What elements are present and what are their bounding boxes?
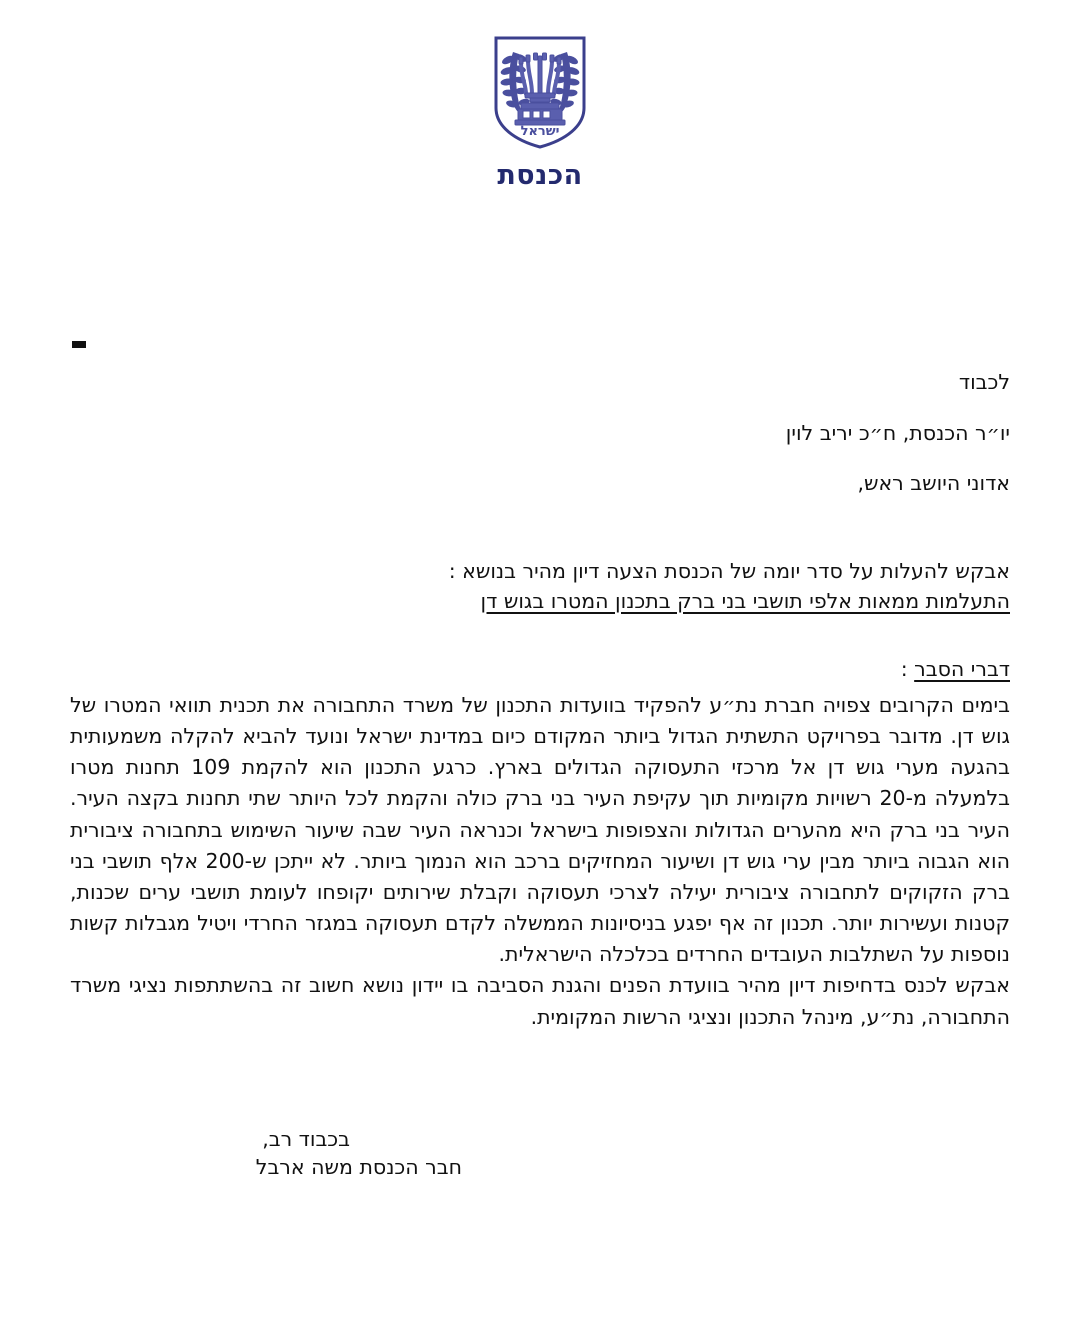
- explanation-heading: [70, 657, 1010, 681]
- letterhead: [0, 34, 1080, 191]
- letter-body: [70, 690, 1010, 1033]
- greeting-line: אדוני היושב ראש,: [857, 471, 1010, 495]
- subject-topic: התעלמות ממאות אלפי תושבי בני ברק בתכנון המטרו בגוש דן: [480, 588, 1010, 613]
- explanation-heading-label: דברי הסבר: [914, 657, 1010, 681]
- subject-block: [70, 557, 1010, 616]
- body-paragraph-closing-request: אבקש לכנס בדחיפות דיון מהיר בוועדת הפנים והגנת הסביבה בו יידון נושא חשוב זה בהשתתפות נציגי משרד התחבורה, נת״ע, מינהל התכנון ונציגי הרשות המקומית.: [70, 973, 1010, 1029]
- emblem-inscription: ישראל: [520, 124, 560, 139]
- recipient-name: יו״ר הכנסת, ח״כ יריב לוין: [785, 420, 1010, 445]
- subject-request-intro: אבקש להעלות על סדר יומה של הכנסת הצעה דיון מהיר בנושא :: [448, 559, 1010, 583]
- explanation-heading-colon: :: [900, 657, 915, 681]
- body-paragraph-main: בימים הקרובים צפויה חברת נת״ע להפקיד בוועדות התכנון של משרד התחבורה את תכנית תוואי המטרו של גוש דן. מדובר בפרויקט התשתית הגדול ביותר המקודם כיום במדינת ישראל ונועד להביא להקלה משמעותית בהגעה מערי גוש דן אל מרכזי התעסוקה הגדולים בארץ. כרגע התכנון הוא להקמת 109 תחנות מטרו בלמעלה מ-20 רשויות מקומיות תוך עקיפת העיר בני ברק כולה והקמת לכל היותר שתי תחנות בקצה העיר. העיר בני ברק היא מהערים הגדולות והצפופות בישראל וכנראה העיר שבה שיעור השימוש בתחבורה ציבורית הוא הגבוה ביותר מבין ערי גוש דן ושיעור המחזיקים ברכב הוא הנמוך ביותר. לא ייתכן ש-200 אלף תושבי בני ברק הזקוקים לתחבורה ציבורית יעילה לצרכי תעסוקה וקבלת שירותים יקופחו לעומת תושבי ערים שכנות, קטנות ועשירות יותר. תכנון זה אף יפגע בניסיונות הממשלה לקדם תעסוקה במגזר החרדי ויטיל מגבלות קשות נוספות על השתלבות העובדים החרדים בכלכלה הישראלית.: [70, 693, 1010, 967]
- addressee-block: [70, 372, 1010, 494]
- state-of-israel-emblem: [488, 34, 592, 150]
- redaction-dash-mark: [72, 341, 86, 348]
- signature-block: [30, 1126, 462, 1181]
- signature-closing: בכבוד רב,: [262, 1127, 350, 1151]
- signature-role-and-name: חבר הכנסת משה ארבל: [255, 1154, 462, 1179]
- knesset-wordmark: הכנסת: [497, 160, 583, 191]
- salutation-to: לכבוד: [958, 370, 1010, 394]
